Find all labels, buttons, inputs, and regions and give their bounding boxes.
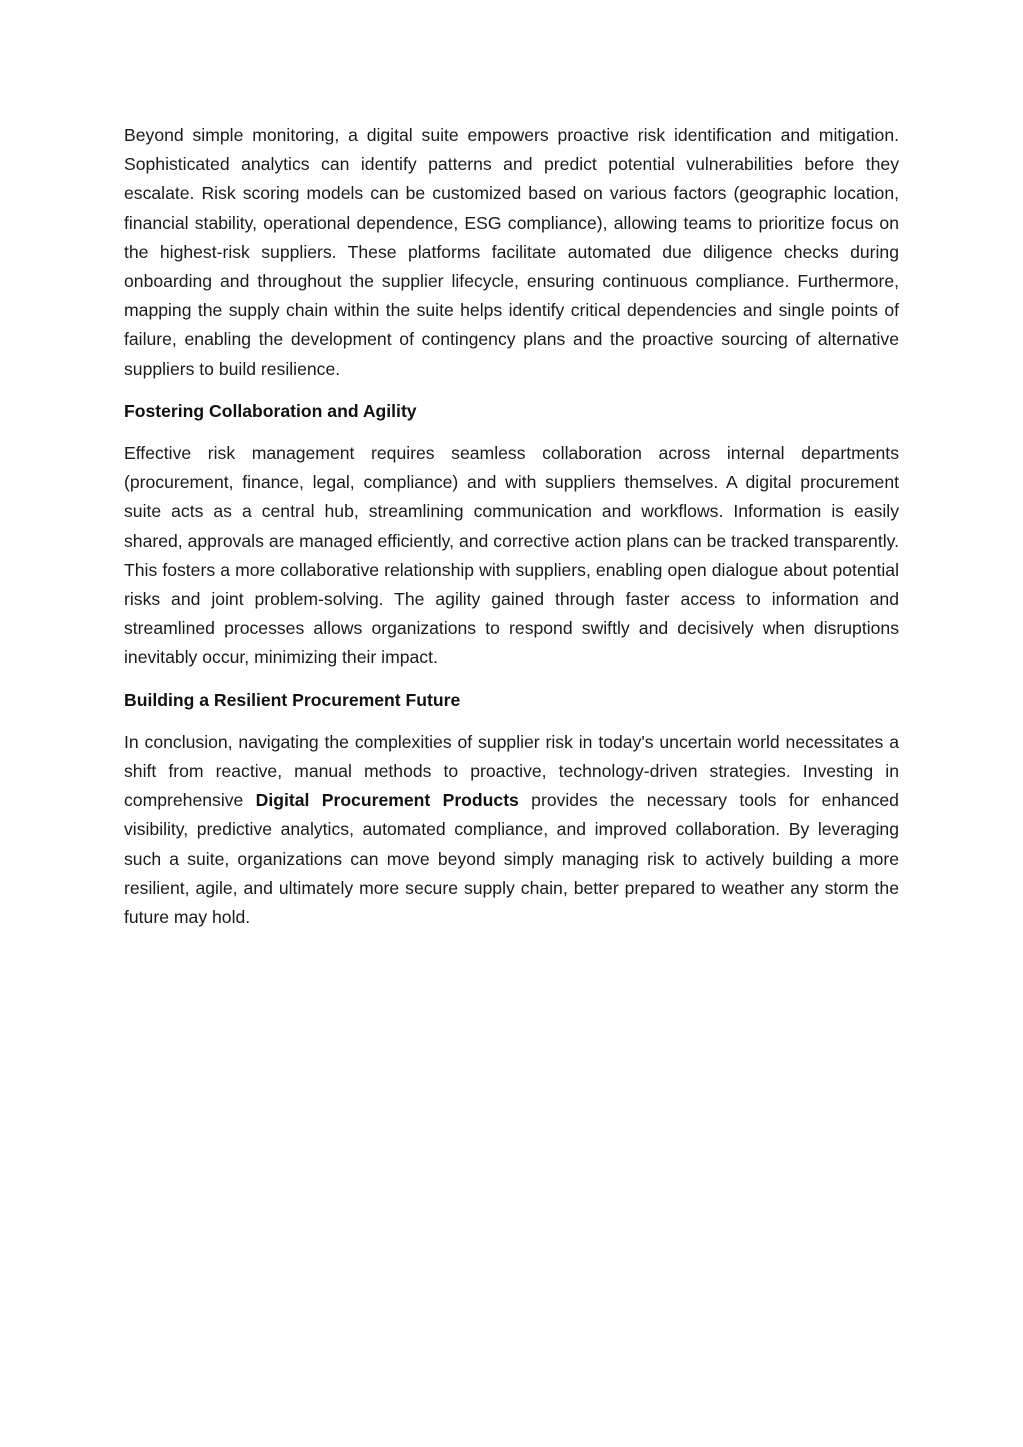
paragraph-risk-identification: Beyond simple monitoring, a digital suite empowers proactive risk identification and mitigation. Sophisticated analytics can identify patterns and predict potential vulnerabilities before they escalate. Risk scoring models can be customized based on various factors (geographic location, financial stability, operational dependence, ESG compliance), allowing teams to prioritize focus on the highest-risk suppliers. These platforms facilitate automated due diligence checks during onboarding and throughout the supplier lifecycle, ensuring continuous compliance. Furthermore, mapping the supply chain within the suite helps identify critical dependencies and single points of failure, enabling the development of contingency plans and the proactive sourcing of alternative suppliers to build resilience. <box>124 125 899 379</box>
section-heading-collaboration: Fostering Collaboration and Agility <box>124 400 417 421</box>
section-heading-resilient-future: Building a Resilient Procurement Future <box>124 689 461 710</box>
digital-procurement-products-emphasis: Digital Procurement Products <box>255 790 519 811</box>
conclusion-text-end: provides the necessary tools for enhanced visibility, predictive analytics, automated compliance, and improved collaboration. By leveraging such a suite, organizations can move beyond simply managing risk to actively building a more resilient, agile, and ultimately more secure supply chain, better prepared to weather any storm the future may hold. <box>124 790 899 928</box>
paragraph-collaboration: Effective risk management requires seamless collaboration across internal departments (procurement, finance, legal, compliance) and with suppliers themselves. A digital procurement suite acts as a central hub, streamlining communication and workflows. Information is easily shared, approvals are managed efficiently, and corrective action plans can be tracked transparently. This fosters a more collaborative relationship with suppliers, enabling open dialogue about potential risks and joint problem-solving. The agility gained through faster access to information and streamlined processes allows organizations to respond swiftly and decisively when disruptions inevitably occur, minimizing their impact. <box>124 443 899 668</box>
document-page <box>124 121 899 945</box>
paragraph-conclusion <box>124 728 899 932</box>
conclusion-text-start: In conclusion, navigating the complexities of supplier risk in today's uncertain world necessitates a shift from reactive, manual methods to proactive, technology-driven strategies. Investing in comprehensive <box>124 731 899 811</box>
